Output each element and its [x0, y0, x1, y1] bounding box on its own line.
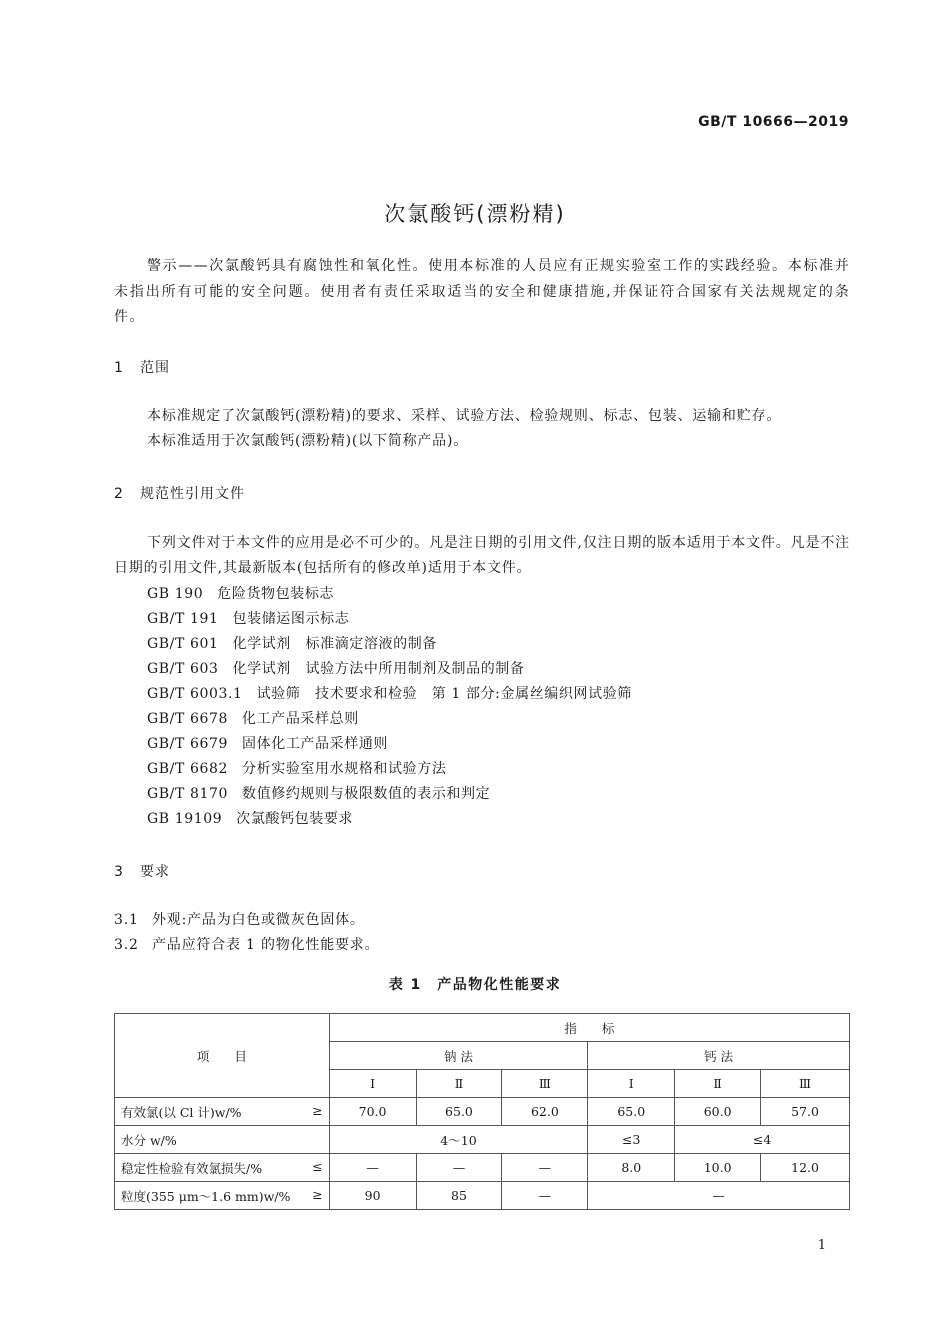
- section-1-heading: [114, 357, 170, 377]
- table-cell: —: [329, 1154, 416, 1182]
- reference-item: [147, 658, 525, 678]
- reference-title: 分析实验室用水规格和试验方法: [242, 761, 447, 777]
- table-row: [115, 1154, 850, 1182]
- header-index: 指 标: [329, 1014, 849, 1042]
- references-intro: 下列文件对于本文件的应用是必不可少的。凡是注日期的引用文件,仅注日期的版本适用于本文件。凡是不注日期的引用文件,其最新版本(包括所有的修改单)适用于本文件。: [114, 535, 850, 576]
- reference-title: 固体化工产品采样通则: [242, 736, 389, 752]
- table-cell: 4～10: [329, 1126, 588, 1154]
- reference-code: GB/T 601: [147, 636, 219, 652]
- row-label-text: 水分 w/%: [121, 1132, 177, 1148]
- row-label: [115, 1126, 330, 1154]
- document-title: 次氯酸钙(漂粉精): [384, 202, 566, 226]
- section-title: 范围: [140, 360, 170, 376]
- table-cell: 62.0: [502, 1098, 588, 1126]
- clause-number: 3.2: [114, 937, 139, 953]
- section-3-heading: [114, 861, 170, 881]
- table-row: [115, 1126, 850, 1154]
- reference-item: [147, 583, 334, 603]
- table-row: [115, 1182, 850, 1210]
- clause-text: 产品应符合表 1 的物化性能要求。: [152, 937, 380, 953]
- grade-header: Ⅲ: [761, 1070, 850, 1098]
- reference-code: GB 19109: [147, 811, 223, 827]
- table-cell: —: [588, 1182, 850, 1210]
- grade-header: Ⅱ: [416, 1070, 502, 1098]
- clause-3-1: [114, 909, 365, 929]
- table-cell: —: [502, 1182, 588, 1210]
- section-number: 3: [114, 864, 124, 880]
- reference-title: 包装储运图示标志: [232, 611, 350, 627]
- table-cell: 10.0: [675, 1154, 761, 1182]
- section-number: 2: [114, 486, 124, 502]
- reference-code: GB/T 6678: [147, 711, 229, 727]
- reference-item: [147, 783, 490, 803]
- reference-code: GB/T 6682: [147, 761, 229, 777]
- table-cell: —: [502, 1154, 588, 1182]
- reference-code: GB 190: [147, 586, 204, 602]
- grade-header: Ⅰ: [329, 1070, 416, 1098]
- reference-item: [147, 708, 359, 728]
- reference-code: GB/T 603: [147, 661, 219, 677]
- grade-header: Ⅰ: [588, 1070, 675, 1098]
- clause-text: 外观:产品为白色或微灰色固体。: [152, 912, 365, 928]
- comparison-symbol: ≤: [312, 1158, 323, 1174]
- scope-paragraph-1: 本标准规定了次氯酸钙(漂粉精)的要求、采样、试验方法、检验规则、标志、包装、运输和贮存。: [147, 408, 782, 424]
- reference-item: [147, 683, 632, 703]
- reference-title: 化学试剂 试验方法中所用制剂及制品的制备: [232, 661, 525, 677]
- reference-title: 危险货物包装标志: [217, 586, 335, 602]
- row-label: [115, 1154, 330, 1182]
- standard-number: GB/T 10666—2019: [698, 114, 849, 130]
- table-cell: 65.0: [416, 1098, 502, 1126]
- table-cell: 85: [416, 1182, 502, 1210]
- grade-header: Ⅲ: [502, 1070, 588, 1098]
- table-cell: 12.0: [761, 1154, 850, 1182]
- reference-code: GB/T 8170: [147, 786, 229, 802]
- reference-item: [147, 733, 388, 753]
- reference-code: GB/T 6679: [147, 736, 229, 752]
- section-title: 要求: [140, 864, 170, 880]
- grade-header: Ⅱ: [675, 1070, 761, 1098]
- reference-title: 化学试剂 标准滴定溶液的制备: [232, 636, 437, 652]
- reference-title: 次氯酸钙包装要求: [236, 811, 354, 827]
- row-label: [115, 1098, 330, 1126]
- section-2-heading: [114, 483, 245, 503]
- header-sodium-method: 钠 法: [329, 1042, 588, 1070]
- section-title: 规范性引用文件: [140, 486, 245, 502]
- clause-3-2: [114, 934, 379, 954]
- header-calcium-method: 钙 法: [588, 1042, 850, 1070]
- table-cell: 60.0: [675, 1098, 761, 1126]
- table-cell: ≤4: [675, 1126, 850, 1154]
- reference-title: 化工产品采样总则: [242, 711, 359, 727]
- table-cell: 90: [329, 1182, 416, 1210]
- table-cell: 70.0: [329, 1098, 416, 1126]
- reference-item: [147, 633, 437, 653]
- scope-paragraph-2: 本标准适用于次氯酸钙(漂粉精)(以下简称产品)。: [147, 433, 469, 449]
- table-cell: —: [416, 1154, 502, 1182]
- reference-code: GB/T 6003.1: [147, 686, 243, 702]
- clause-number: 3.1: [114, 912, 139, 928]
- property-requirements-table: [114, 1013, 850, 1210]
- row-label-text: 有效氯(以 Cl 计)w/%: [121, 1104, 242, 1120]
- row-label: [115, 1182, 330, 1210]
- table-cell: 8.0: [588, 1154, 675, 1182]
- row-label-text: 粒度(355 μm～1.6 mm)w/%: [121, 1188, 291, 1204]
- header-item: 项 目: [115, 1014, 330, 1098]
- page-number: 1: [817, 1238, 826, 1253]
- table-cell: 65.0: [588, 1098, 675, 1126]
- table-cell: 57.0: [761, 1098, 850, 1126]
- table-caption: 表 1 产品物化性能要求: [388, 977, 562, 993]
- reference-item: [147, 808, 353, 828]
- reference-item: [147, 608, 349, 628]
- table-cell: ≤3: [588, 1126, 675, 1154]
- reference-title: 试验筛 技术要求和检验 第 1 部分:金属丝编织网试验筛: [256, 686, 632, 702]
- row-label-text: 稳定性检验有效氯损失/%: [121, 1160, 263, 1176]
- reference-code: GB/T 191: [147, 611, 219, 627]
- table-row: [115, 1098, 850, 1126]
- reference-title: 数值修约规则与极限数值的表示和判定: [242, 786, 491, 802]
- section-number: 1: [114, 360, 124, 376]
- warning-paragraph: 警示——次氯酸钙具有腐蚀性和氧化性。使用本标准的人员应有正规实验室工作的实践经验。本标准并未指出所有可能的安全问题。使用者有责任采取适当的安全和健康措施,并保证符合国家有关法规规定的条件。: [114, 258, 850, 325]
- comparison-symbol: ≥: [312, 1102, 323, 1118]
- comparison-symbol: ≥: [312, 1186, 323, 1202]
- reference-item: [147, 758, 446, 778]
